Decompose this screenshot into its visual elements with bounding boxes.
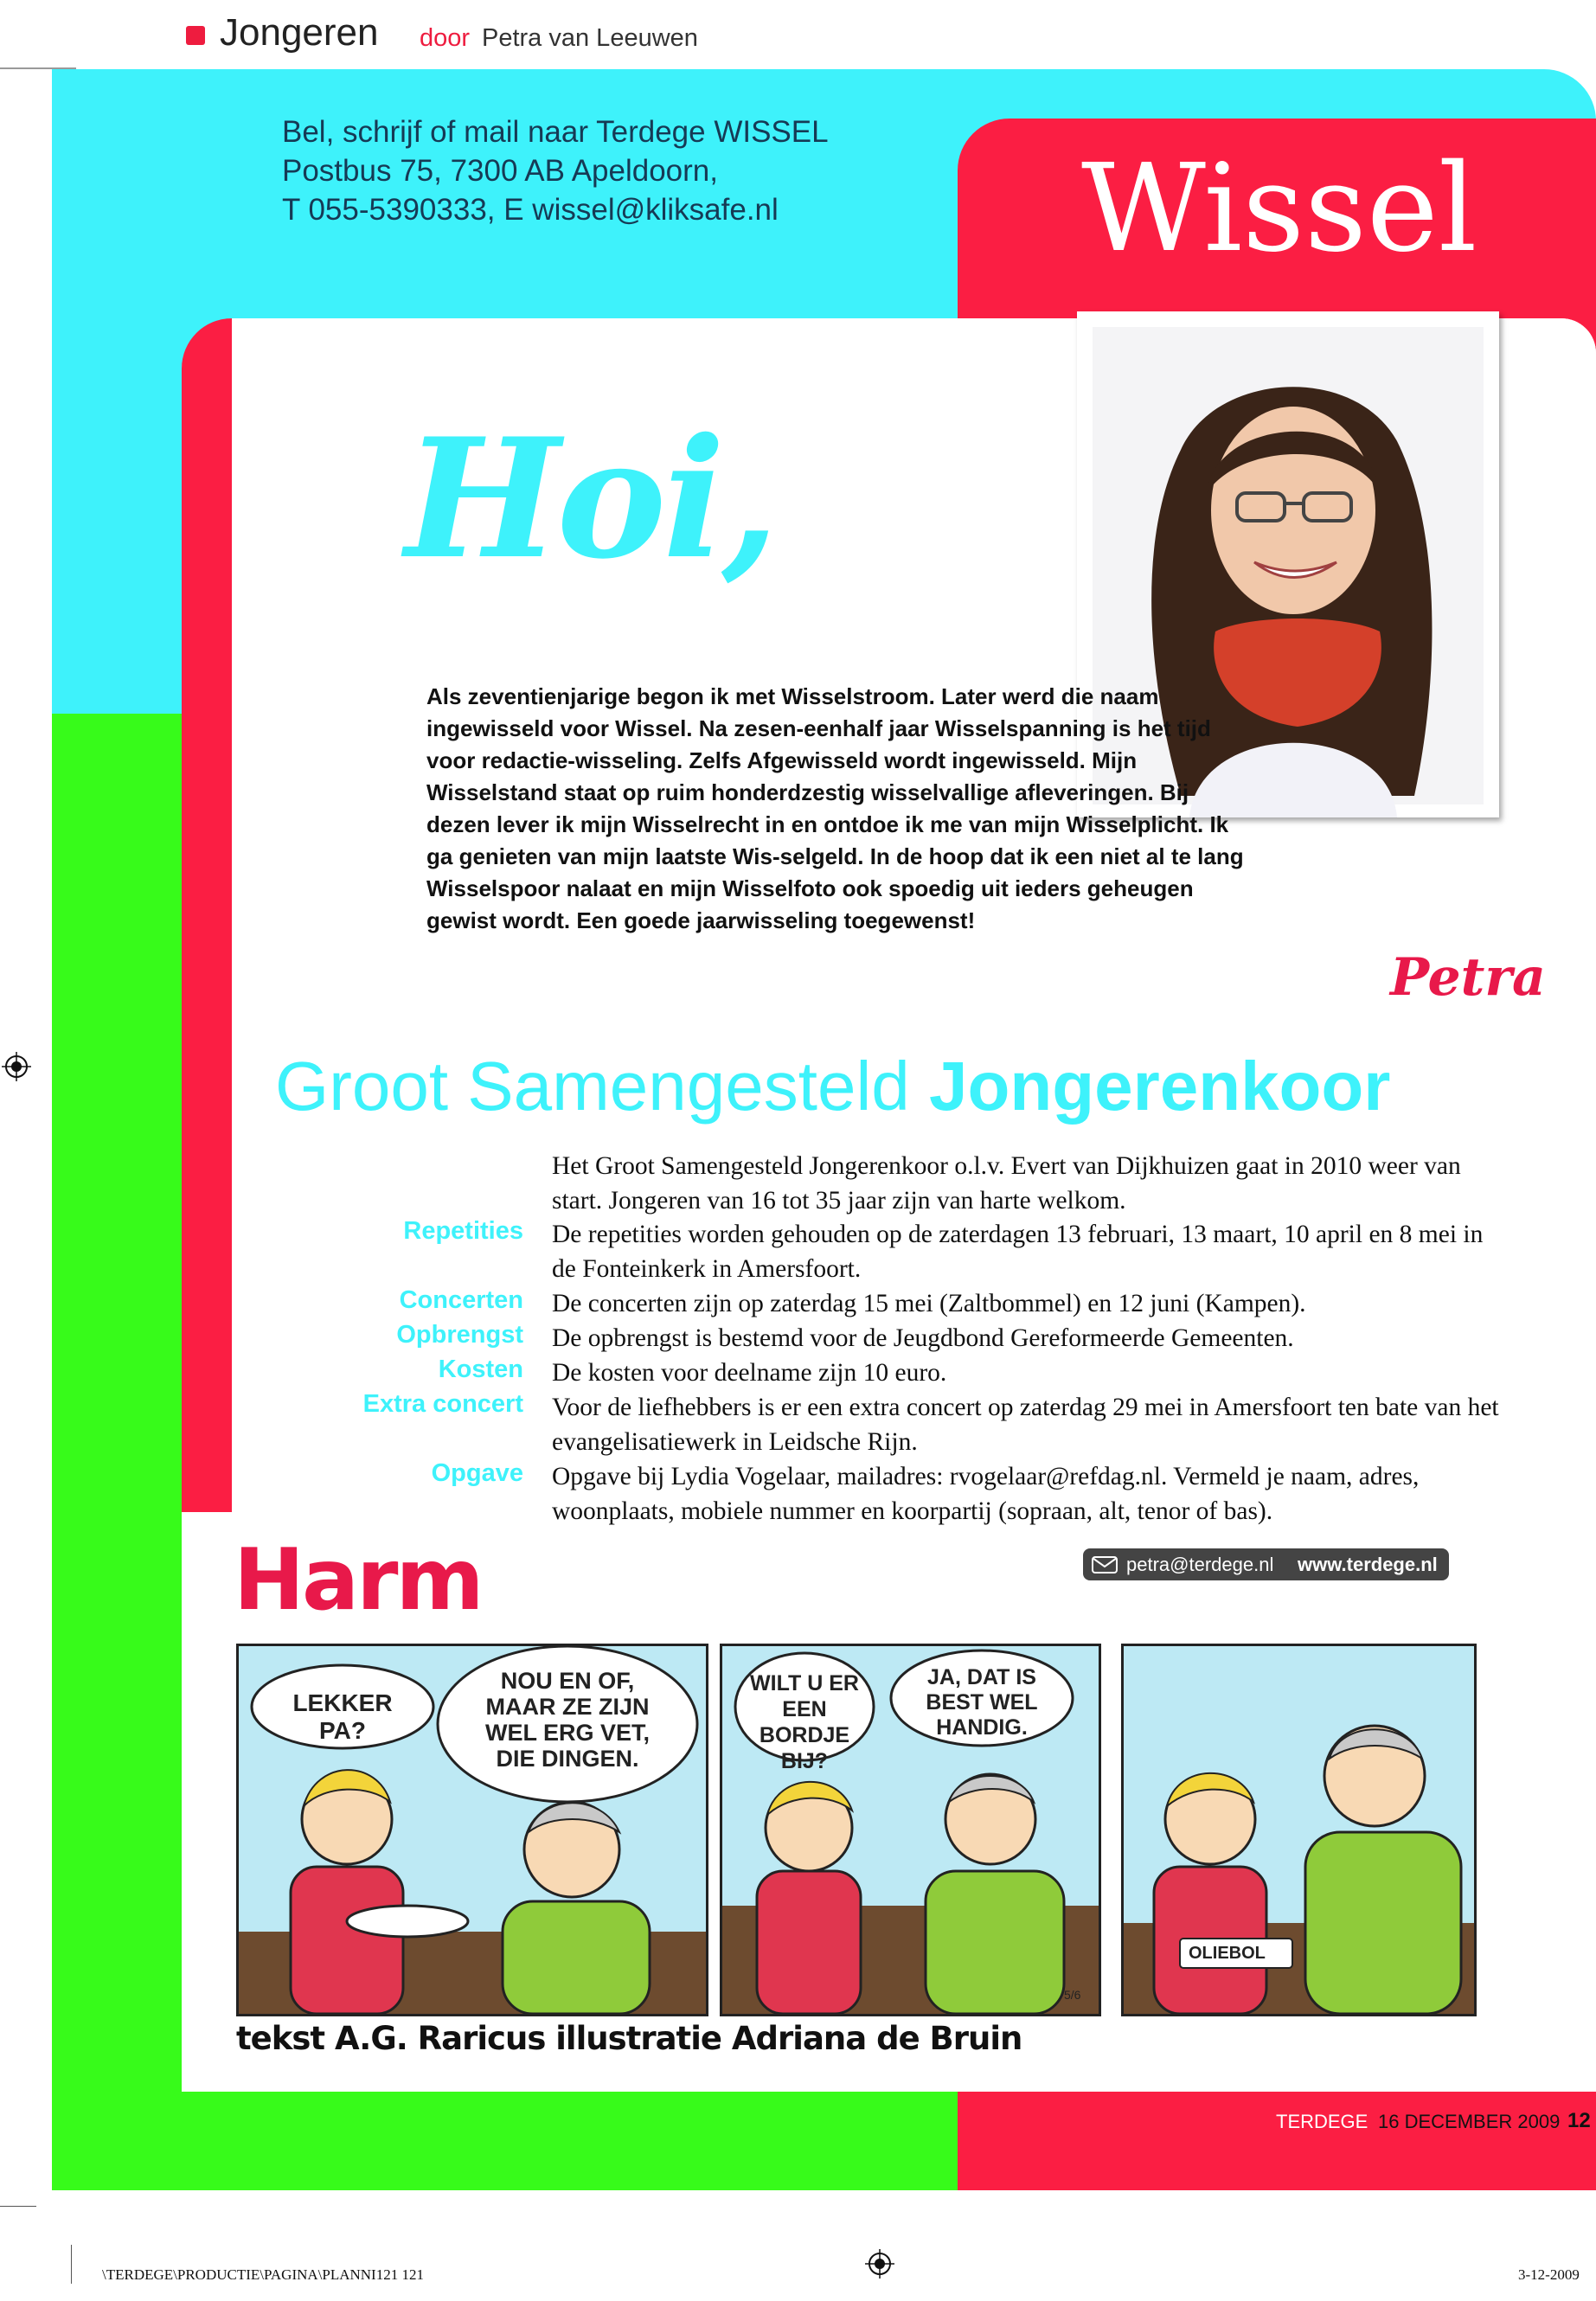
print-slug: \TERDEGE\PRODUCTIE\PAGINA\PLANNI121 121 <box>102 2266 424 2283</box>
page-number: 12 <box>1567 2109 1591 2132</box>
koor-label: Kosten <box>438 1356 523 1383</box>
koor-text: De opbrengst is bestemd voor de Jeugdbond Gereformeerde Gemeenten. <box>552 1324 1294 1352</box>
comic-panel-3 <box>1121 1644 1477 2016</box>
contact-info <box>282 112 829 229</box>
registration-mark-icon <box>2 1052 31 1081</box>
koor-text: De concerten zijn op zaterdag 15 mei (Zaltbommel) en 12 juni (Kampen). <box>552 1290 1306 1317</box>
comic-sign: OLIEBOL <box>1189 1944 1266 1963</box>
comic-panel-3-art <box>1124 1646 1474 2014</box>
speech-bubble: WILT U ER EEN BORDJE BIJ? <box>750 1671 859 1773</box>
web-link[interactable]: www.terdege.nl <box>1298 1554 1438 1575</box>
card-red-band <box>182 318 232 1512</box>
koor-label: Opgave <box>431 1459 523 1487</box>
crop-line <box>0 2206 36 2207</box>
comic-panel-1 <box>236 1644 708 2016</box>
koor-intro: Het Groot Samengesteld Jongerenkoor o.l.v. Evert van Dijkhuizen gaat in 2010 weer van start. Jongeren van 16 tot 35 jaar zijn van harte welkom. <box>552 1152 1461 1215</box>
koor-heading-bold: Jongerenkoor <box>928 1048 1391 1125</box>
koor-text: De repetities worden gehouden op de zaterdagen 13 februari, 13 maart, 10 april en 8 mei in de Fonteinkerk in Amersfoort. <box>552 1221 1484 1283</box>
speech-bubble: LEKKER PA? <box>292 1689 393 1744</box>
speech-bubble: NOU EN OF, MAAR ZE ZIJN WEL ERG VET, DIE DINGEN. <box>484 1668 651 1772</box>
envelope-icon <box>1092 1556 1118 1574</box>
koor-text: Voor de liefhebbers is er een extra concert op zaterdag 29 mei in Amersfoort ten bate van het evangelisatiewerk in Leidsche Rijn. <box>552 1394 1499 1456</box>
koor-label: Repetities <box>403 1217 523 1245</box>
column-title: Wissel <box>1081 138 1477 279</box>
signature: Petra <box>1390 947 1546 1008</box>
koor-heading <box>275 1047 1390 1126</box>
koor-text: De kosten voor deelname zijn 10 euro. <box>552 1359 947 1387</box>
publication-name: TERDEGE <box>1276 2111 1368 2132</box>
intro-text: Als zeventienjarige begon ik met Wisselstroom. Later werd die naam ingewisseld voor Wissel. Na zesen-eenhalf jaar Wisselspanning is het tijd voor redactie-wisseling. Zelfs Afgewisseld wordt ingewisseld. Mijn Wisselstand staat op ruim honderdzestig wisselvallige afleveringen. Bij dezen lever ik mijn Wisselrecht in en ontdoe ik me van mijn Wisselplicht. Ik ga genieten van mijn laatste Wis-selgeld. In de hoop dat ik een niet al te lang Wisselspoor nalaat en mijn Wisselfoto ook spoedig uit ieders geheugen gewist wordt. Een goede jaarwisseling toegewenst! <box>426 683 1244 933</box>
byline-author: Petra van Leeuwen <box>482 24 698 52</box>
section-marker-icon <box>186 26 205 45</box>
publication-date: 16 DECEMBER 2009 <box>1378 2111 1561 2132</box>
registration-mark-icon <box>865 2249 894 2279</box>
koor-text: Opgave bij Lydia Vogelaar, mailadres: rvogelaar@refdag.nl. Vermeld je naam, adres, woonplaats, mobiele nummer en koorpartij (sopraan, alt, tenor of bas). <box>552 1463 1420 1525</box>
print-date: 3-12-2009 <box>1518 2266 1580 2283</box>
greeting-heading: Hoi, <box>405 402 776 595</box>
contact-line: T 055-5390333, E wissel@kliksafe.nl <box>282 193 779 227</box>
comic-panel-2 <box>720 1644 1101 2016</box>
comic-mark: 5/6 <box>1064 1988 1081 2002</box>
koor-label: Extra concert <box>362 1390 523 1418</box>
email-link[interactable]: petra@terdege.nl <box>1126 1554 1274 1575</box>
crop-line <box>71 2245 72 2284</box>
comic-title: Harm <box>234 1531 482 1630</box>
byline-prefix: door <box>420 24 471 52</box>
contact-line: Postbus 75, 7300 AB Apeldoorn, <box>282 154 718 188</box>
comic-credits: tekst A.G. Raricus illustratie Adriana de Bruin <box>236 2020 1022 2057</box>
speech-bubble: JA, DAT IS BEST WEL HANDIG. <box>926 1665 1038 1740</box>
koor-heading-light: Groot Samengesteld <box>275 1048 910 1125</box>
koor-label: Opbrengst <box>396 1321 523 1349</box>
contact-box <box>1083 1548 1449 1580</box>
koor-label: Concerten <box>399 1286 523 1314</box>
section-title: Jongeren <box>220 11 379 54</box>
contact-line: Bel, schrijf of mail naar Terdege WISSEL <box>282 115 829 149</box>
